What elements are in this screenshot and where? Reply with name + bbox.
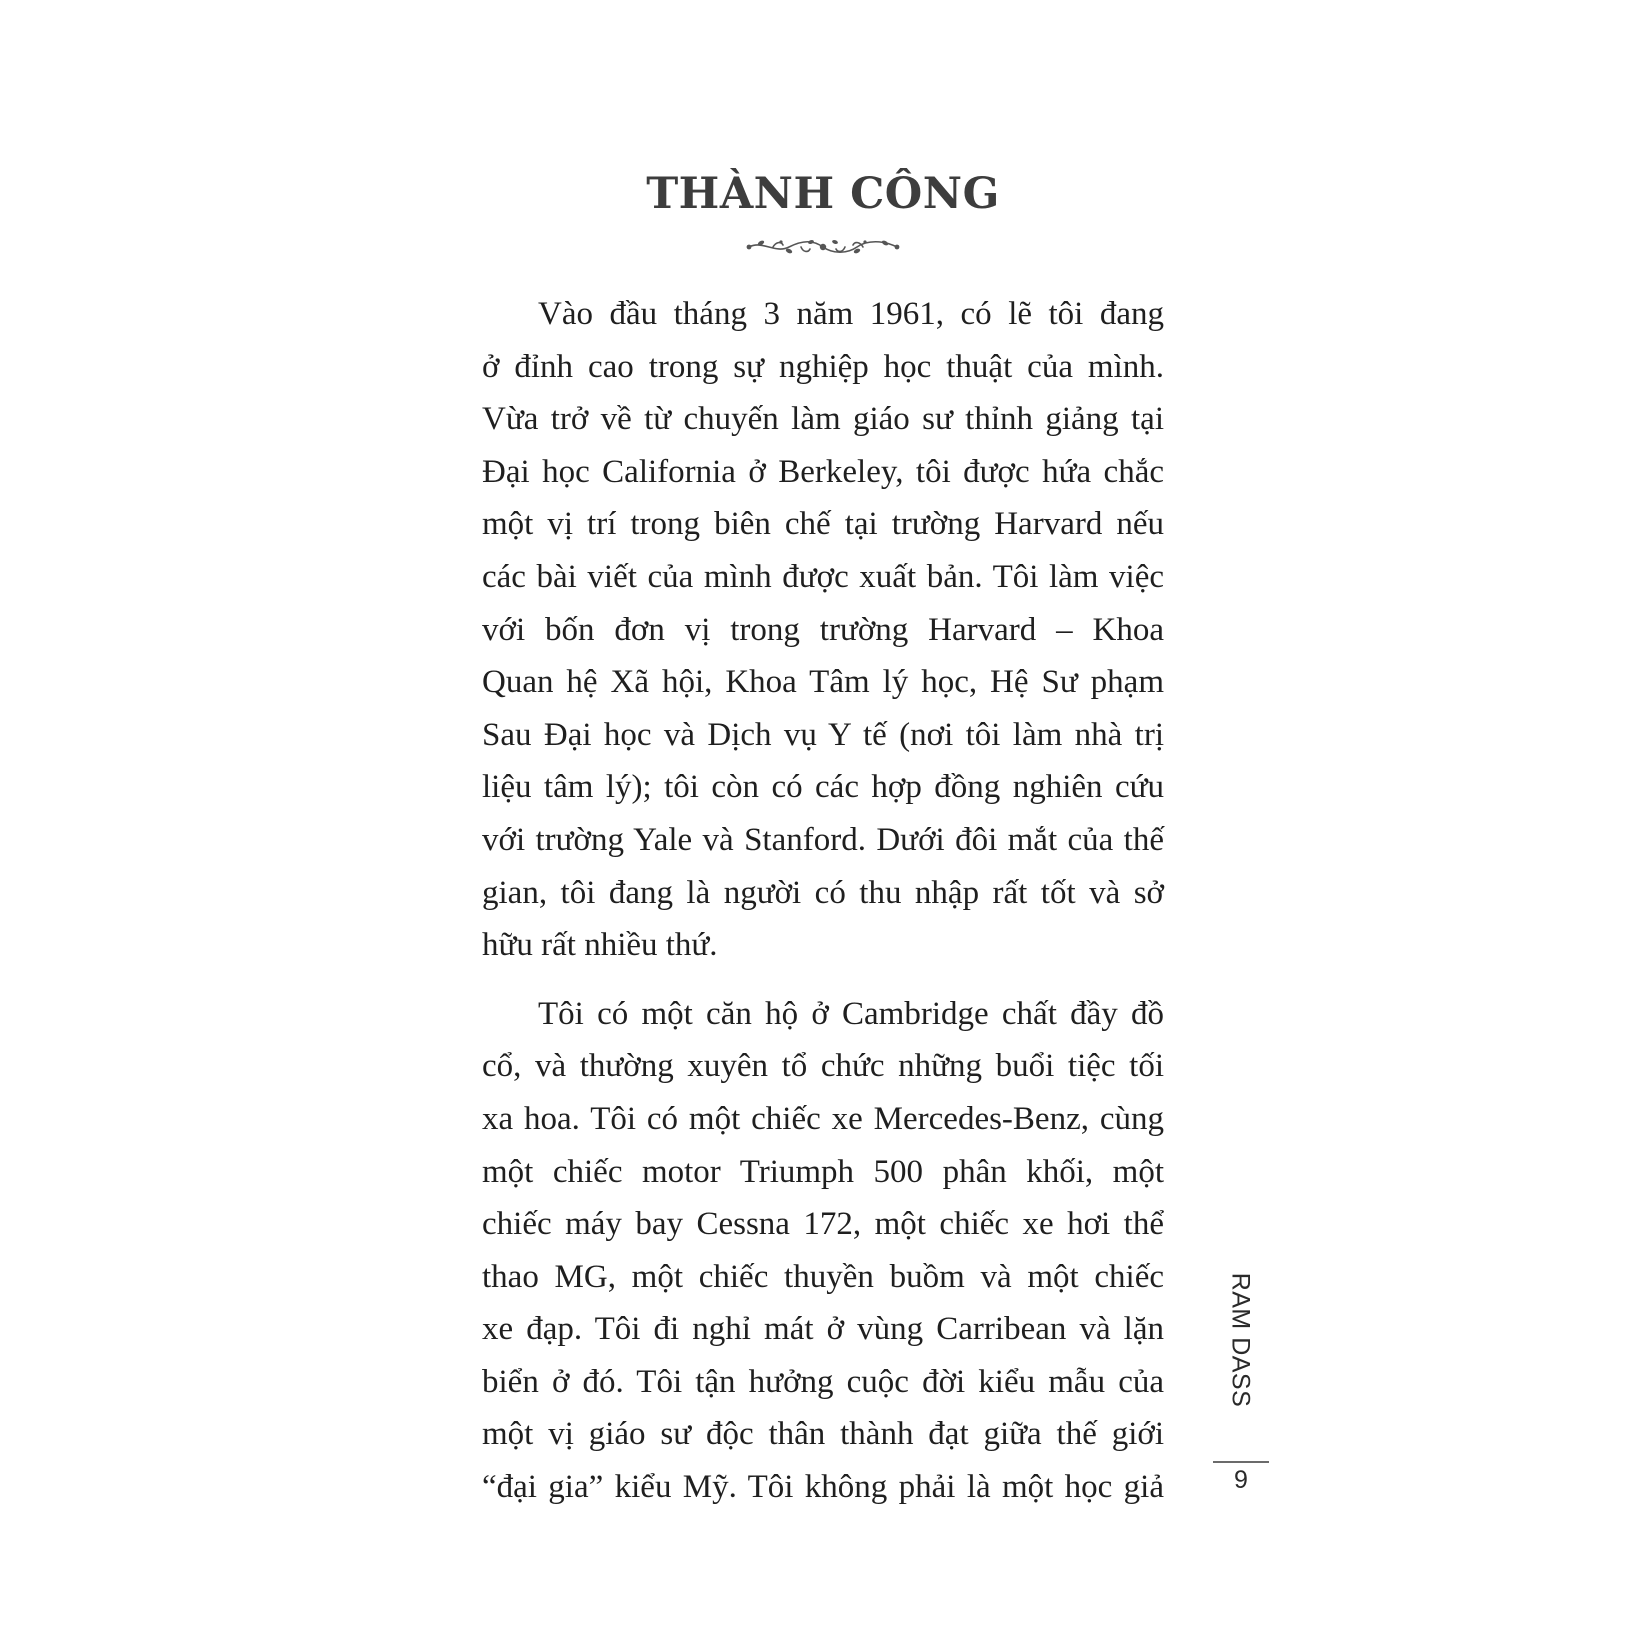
folio-rule <box>1213 1461 1269 1463</box>
text-line: thao MG, một chiếc thuyền buồm và một chiếc <box>482 1258 1164 1295</box>
body-text <box>482 288 1164 1514</box>
text-line: một vị trí trong biên chế tại trường Harvard nếu <box>482 506 1164 543</box>
text-line: “đại gia” kiểu Mỹ. Tôi không phải là một học giả <box>482 1469 1164 1506</box>
text-line: Sau Đại học và Dịch vụ Y tế (nơi tôi làm nhà trị <box>482 716 1164 753</box>
text-line: ở đỉnh cao trong sự nghiệp học thuật của mình. <box>482 348 1164 385</box>
text-line: biển ở đó. Tôi tận hưởng cuộc đời kiểu mẫu của <box>482 1363 1164 1400</box>
text-line: xa hoa. Tôi có một chiếc xe Mercedes-Benz, cùng <box>482 1100 1164 1137</box>
paragraph-2 <box>482 988 1164 1514</box>
text-line: Vào đầu tháng 3 năm 1961, có lẽ tôi đang <box>538 296 1164 332</box>
text-line: một vị giáo sư độc thân thành đạt giữa thế giới <box>482 1416 1164 1453</box>
text-line: chiếc máy bay Cessna 172, một chiếc xe hơi thể <box>482 1206 1164 1243</box>
text-line: cổ, và thường xuyên tổ chức những buổi tiệc tối <box>482 1048 1164 1085</box>
text-line: với bốn đơn vị trong trường Harvard – Khoa <box>482 611 1164 648</box>
floral-vine-divider-icon <box>743 236 903 258</box>
text-line: các bài viết của mình được xuất bản. Tôi làm việc <box>482 558 1164 595</box>
running-head <box>1220 1272 1260 1408</box>
text-line: Đại học California ở Berkeley, tôi được hứa chắc <box>482 453 1164 490</box>
text-line: Tôi có một căn hộ ở Cambridge chất đầy đồ <box>538 995 1164 1032</box>
text-line: một chiếc motor Triumph 500 phân khối, một <box>482 1153 1164 1190</box>
chapter-title: THÀNH CÔNG <box>646 169 1000 219</box>
paragraph-spacer <box>482 972 1164 988</box>
text-line: gian, tôi đang là người có thu nhập rất tốt và sở <box>482 874 1164 911</box>
text-line: xe đạp. Tôi đi nghỉ mát ở vùng Carribean và lặn <box>482 1311 1164 1348</box>
text-line: Quan hệ Xã hội, Khoa Tâm lý học, Hệ Sư phạm <box>482 664 1164 701</box>
text-line: hữu rất nhiều thứ. <box>482 927 718 964</box>
text-line: Vừa trở về từ chuyến làm giáo sư thỉnh giảng tại <box>482 401 1164 438</box>
paragraph-1 <box>482 288 1164 972</box>
running-head-author: RAM DASS <box>1226 1272 1255 1408</box>
text-line: với trường Yale và Stanford. Dưới đôi mắt của thế <box>482 821 1164 858</box>
text-line: liệu tâm lý); tôi còn có các hợp đồng nghiên cứu <box>482 769 1164 806</box>
page-number: 9 <box>1234 1466 1248 1494</box>
